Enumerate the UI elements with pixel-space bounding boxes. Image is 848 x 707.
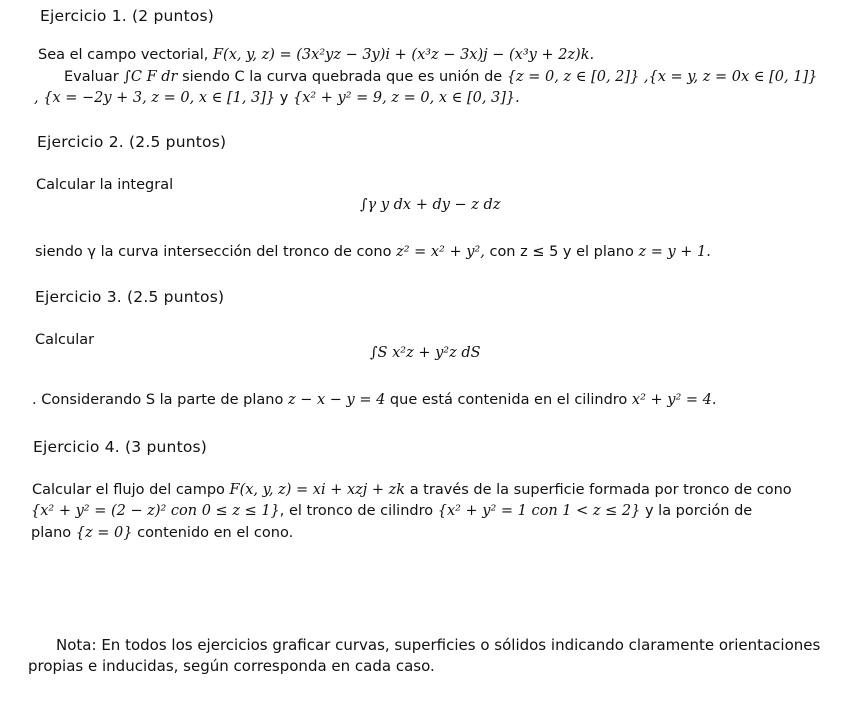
- ex3-cyl: x² + y² = 4.: [631, 392, 717, 408]
- ex2-text-b: con z ≤ 5 y el plano: [489, 244, 634, 260]
- ex4-field: F(x, y, z) = xi + xzj + zk: [229, 482, 406, 498]
- ex4-line1: [32, 481, 792, 499]
- ex1-field: F(x, y, z) = (3x²yz − 3y)i + (x³z − 3x)j − (x³y + 2z)k.: [213, 47, 595, 63]
- ex2-cone: z² = x² + y²,: [396, 244, 485, 260]
- ex4-line2: [31, 502, 752, 520]
- ex3-intro: Calcular: [35, 332, 95, 348]
- ex2-integral: ∫γ y dx + dy − z dz: [360, 197, 501, 213]
- ex1-title: Ejercicio 1. (2 puntos): [40, 7, 215, 25]
- ex4-title: Ejercicio 4. (3 puntos): [33, 438, 208, 456]
- note-line1: [56, 636, 820, 655]
- ex3-text-a: . Considerando S la parte de plano: [32, 392, 284, 408]
- ex3-integral: ∫S x²z + y²z dS: [370, 345, 481, 361]
- ex4-line3: [31, 524, 293, 542]
- ex4-line1-a: Calcular el flujo del campo: [32, 482, 225, 498]
- ex4-line2-a: {x² + y² = (2 − z)² con 0 ≤ z ≤ 1}: [31, 503, 280, 519]
- ex1-line1-prefix: Sea el campo vectorial,: [38, 47, 209, 63]
- ex4-line2-b: , el tronco de cilindro: [279, 503, 434, 519]
- ex3-line: [32, 391, 717, 409]
- ex1-line1: [38, 46, 594, 64]
- note-label: Nota:: [56, 636, 97, 654]
- ex2-plane: z = y + 1.: [638, 244, 711, 260]
- ex2-line: [35, 243, 711, 261]
- ex1-seg2: ,{x = y, z = 0x ∈ [0, 1]}: [643, 69, 818, 85]
- ex4-line3-c: contenido en el cono.: [137, 525, 294, 541]
- ex4-line2-d: y la porción de: [644, 503, 753, 519]
- ex1-seg1: {z = 0, z ∈ [0, 2]}: [506, 69, 640, 85]
- ex4-line1-b: a través de la superficie formada por tronco de cono: [409, 482, 792, 498]
- ex1-line2-prefix: Evaluar: [64, 69, 119, 85]
- ex2-intro: Calcular la integral: [36, 177, 174, 193]
- note-text-1: En todos los ejercicios graficar curvas, superficies o sólidos indicando claramente orientaciones: [101, 636, 821, 654]
- note-line2: propias e inducidas, según corresponda en cada caso.: [28, 657, 435, 675]
- ex4-line3-a: plano: [31, 525, 72, 541]
- ex1-seg4: {x² + y² = 9, z = 0, x ∈ [0, 3]}.: [292, 90, 520, 106]
- ex1-line3: [34, 89, 520, 107]
- ex1-line-integral: ∫C F dr: [123, 69, 178, 85]
- ex2-text-a: siendo γ la curva intersección del tronco de cono: [35, 244, 392, 260]
- ex3-text-b: que está contenida en el cilindro: [389, 392, 628, 408]
- ex1-line2: [64, 68, 817, 86]
- ex1-line2-text: siendo C la curva quebrada que es unión de: [182, 69, 503, 85]
- ex4-line3-b: {z = 0}: [75, 525, 133, 541]
- ex2-title: Ejercicio 2. (2.5 puntos): [37, 133, 227, 151]
- ex3-title: Ejercicio 3. (2.5 puntos): [35, 288, 225, 306]
- ex1-join: y: [279, 90, 289, 106]
- ex1-seg3: , {x = −2y + 3, z = 0, x ∈ [1, 3]}: [34, 90, 276, 106]
- ex3-plane: z − x − y = 4: [287, 392, 386, 408]
- ex4-line2-c: {x² + y² = 1 con 1 < z ≤ 2}: [437, 503, 641, 519]
